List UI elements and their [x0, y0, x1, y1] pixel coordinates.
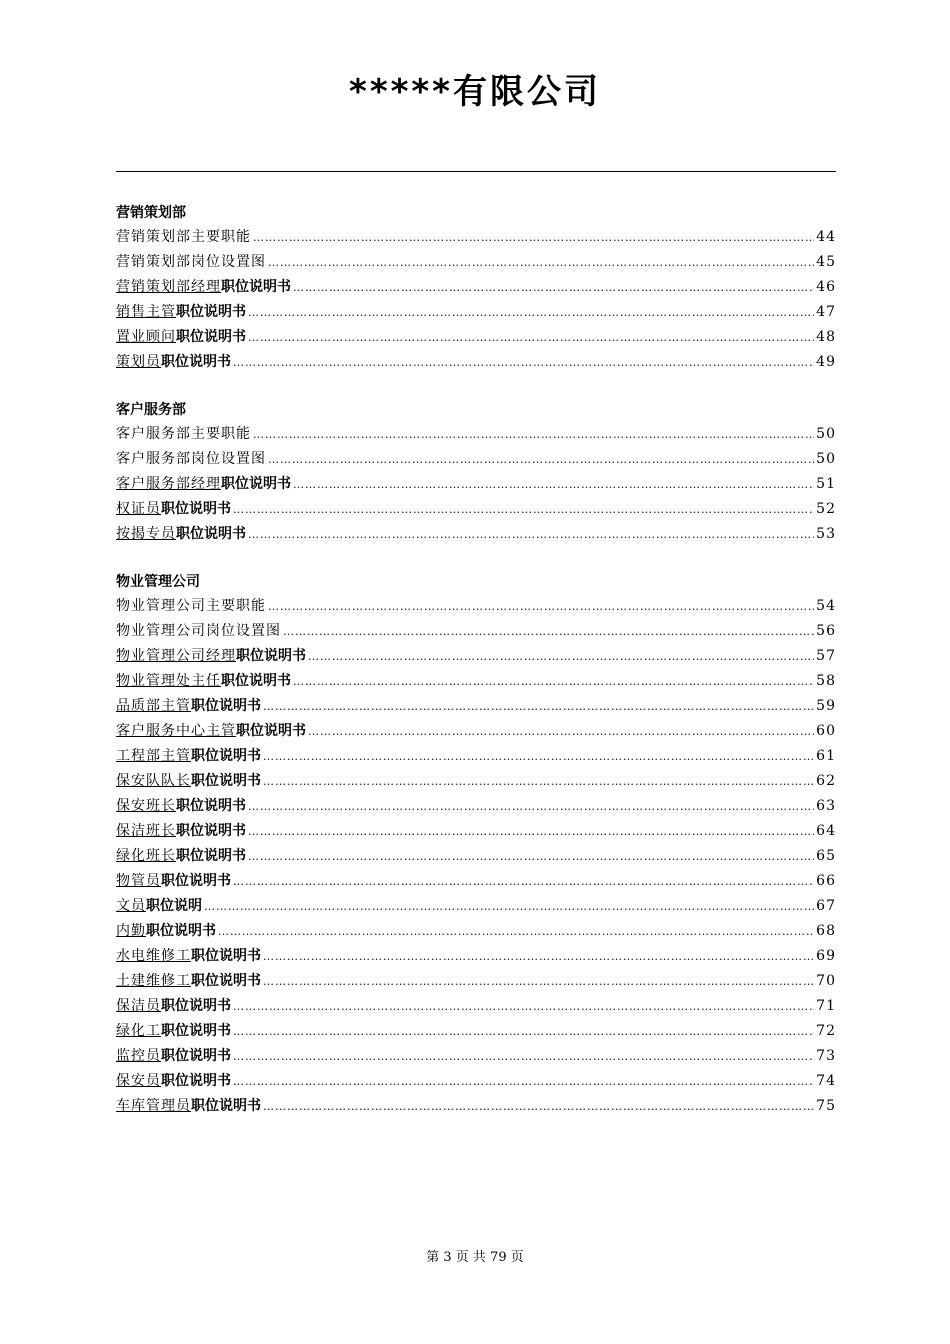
page-number: 75 [816, 1098, 836, 1114]
toc-entry-suffix: 职位说明书 [236, 723, 306, 739]
page-number: 51 [816, 476, 836, 492]
page-number: 73 [816, 1048, 836, 1064]
toc-entry-link[interactable]: 绿化工 [116, 1023, 161, 1039]
toc-entry-link[interactable]: 工程部主管 [116, 748, 191, 764]
dot-leader [268, 447, 814, 472]
toc-entry-label [116, 522, 246, 547]
dot-leader [218, 919, 814, 944]
toc-entry-label [116, 1094, 261, 1119]
toc-entry-link[interactable]: 文员 [116, 898, 146, 914]
toc-entry-link[interactable]: 策划员 [116, 354, 161, 370]
toc-entry-label [116, 275, 291, 300]
toc-entry-link[interactable]: 监控员 [116, 1048, 161, 1064]
toc-entry[interactable] [116, 794, 836, 819]
toc-entry[interactable] [116, 497, 836, 522]
dot-leader [248, 794, 814, 819]
section-heading: 客户服务部 [116, 402, 186, 418]
page-number: 48 [816, 329, 836, 345]
toc-entry[interactable] [116, 1044, 836, 1069]
toc-entry-link[interactable]: 保洁班长 [116, 823, 176, 839]
toc-entry[interactable] [116, 447, 836, 472]
toc-entry-suffix: 职位说明书 [236, 648, 306, 664]
table-of-contents [116, 200, 836, 1141]
toc-entry-link[interactable]: 保洁员 [116, 998, 161, 1014]
toc-entry[interactable] [116, 919, 836, 944]
toc-entry-link[interactable]: 品质部主管 [116, 698, 191, 714]
toc-entry-link[interactable]: 权证员 [116, 501, 161, 517]
page-number: 64 [816, 823, 836, 839]
page-number: 69 [816, 948, 836, 964]
dot-leader [263, 1094, 814, 1119]
section-heading: 营销策划部 [116, 205, 186, 221]
toc-entry-link[interactable]: 物管员 [116, 873, 161, 889]
toc-entry-label [116, 694, 261, 719]
toc-entry-label [116, 844, 246, 869]
toc-entry-suffix: 职位说明书 [176, 329, 246, 345]
page-number: 70 [816, 973, 836, 989]
toc-entry-label [116, 919, 216, 944]
toc-entry-link[interactable]: 客户服务部经理 [116, 476, 221, 492]
toc-entry-label [116, 350, 231, 375]
dot-leader [263, 969, 814, 994]
page-number: 61 [816, 748, 836, 764]
page-number: 57 [816, 648, 836, 664]
toc-entry[interactable] [116, 694, 836, 719]
toc-entry-label [116, 447, 266, 472]
toc-entry-label [116, 744, 261, 769]
toc-entry-suffix: 职位说明书 [191, 973, 261, 989]
dot-leader [253, 225, 814, 250]
toc-entry-suffix: 职位说明书 [191, 948, 261, 964]
toc-entry[interactable] [116, 225, 836, 250]
toc-entry-label [116, 669, 291, 694]
toc-entry-label [116, 794, 246, 819]
page-number: 63 [816, 798, 836, 814]
dot-leader [248, 522, 814, 547]
dot-leader [248, 819, 814, 844]
dot-leader [308, 719, 814, 744]
toc-entry-label [116, 1044, 231, 1069]
toc-entry-suffix: 职位说明 [146, 898, 202, 914]
toc-entry-label [116, 719, 306, 744]
toc-entry[interactable] [116, 325, 836, 350]
toc-entry-suffix: 职位说明书 [221, 673, 291, 689]
dot-leader [248, 300, 814, 325]
dot-leader [233, 869, 814, 894]
page-number: 66 [816, 873, 836, 889]
page-number: 56 [816, 623, 836, 639]
dot-leader [268, 594, 814, 619]
toc-entry[interactable] [116, 769, 836, 794]
dot-leader [248, 325, 814, 350]
toc-entry-link[interactable]: 水电维修工 [116, 948, 191, 964]
page-number: 58 [816, 673, 836, 689]
toc-entry-text: 客户服务部主要职能 [116, 426, 251, 442]
page-number: 50 [816, 451, 836, 467]
toc-entry-suffix: 职位说明书 [191, 748, 261, 764]
toc-entry-suffix: 职位说明书 [176, 526, 246, 542]
toc-entry-label [116, 1019, 231, 1044]
toc-entry-suffix: 职位说明书 [176, 304, 246, 320]
toc-section [116, 200, 836, 375]
toc-entry-label [116, 994, 231, 1019]
toc-entry[interactable] [116, 250, 836, 275]
toc-entry-suffix: 职位说明书 [161, 1048, 231, 1064]
toc-entry-suffix: 职位说明书 [161, 1023, 231, 1039]
toc-entry-link[interactable]: 保安班长 [116, 798, 176, 814]
toc-entry-label [116, 769, 261, 794]
toc-entry-suffix: 职位说明书 [161, 998, 231, 1014]
toc-entry-label [116, 300, 246, 325]
toc-entry-link[interactable]: 客户服务中心主管 [116, 723, 236, 739]
dot-leader [233, 994, 814, 1019]
toc-entry[interactable] [116, 472, 836, 497]
toc-entry-suffix: 职位说明书 [221, 279, 291, 295]
dot-leader [268, 250, 814, 275]
dot-leader [233, 1019, 814, 1044]
dot-leader [233, 1044, 814, 1069]
toc-entry-label [116, 422, 251, 447]
dot-leader [283, 619, 814, 644]
toc-entry-link[interactable]: 置业顾问 [116, 329, 176, 345]
dot-leader [253, 422, 814, 447]
toc-entry[interactable] [116, 1094, 836, 1119]
toc-entry-label [116, 1069, 231, 1094]
toc-entry-label [116, 869, 231, 894]
toc-entry-label [116, 969, 261, 994]
toc-entry-text: 营销策划部岗位设置图 [116, 254, 266, 270]
page-number: 53 [816, 526, 836, 542]
toc-entry[interactable] [116, 669, 836, 694]
section-heading: 物业管理公司 [116, 574, 200, 590]
toc-entry[interactable] [116, 994, 836, 1019]
dot-leader [263, 944, 814, 969]
toc-entry-label [116, 644, 306, 669]
page-number: 62 [816, 773, 836, 789]
toc-entry-label [116, 497, 231, 522]
toc-entry[interactable] [116, 844, 836, 869]
toc-entry[interactable] [116, 644, 836, 669]
toc-entry[interactable] [116, 744, 836, 769]
page-number: 60 [816, 723, 836, 739]
toc-entry-text: 营销策划部主要职能 [116, 229, 251, 245]
dot-leader [263, 694, 814, 719]
toc-entry-link[interactable]: 销售主管 [116, 304, 176, 320]
page-number: 71 [816, 998, 836, 1014]
toc-entry-suffix: 职位说明书 [221, 476, 291, 492]
toc-entry-suffix: 职位说明书 [176, 848, 246, 864]
toc-entry-suffix: 职位说明书 [176, 823, 246, 839]
toc-entry[interactable] [116, 300, 836, 325]
toc-section [116, 569, 836, 1119]
toc-entry-suffix: 职位说明书 [161, 354, 231, 370]
toc-entry-link[interactable]: 保安队队长 [116, 773, 191, 789]
toc-entry-link[interactable]: 车库管理员 [116, 1098, 191, 1114]
toc-entry[interactable] [116, 619, 836, 644]
toc-entry-label [116, 819, 246, 844]
page-number: 59 [816, 698, 836, 714]
toc-entry-link[interactable]: 保安员 [116, 1073, 161, 1089]
toc-entry-text: 物业管理公司主要职能 [116, 598, 266, 614]
page-number: 49 [816, 354, 836, 370]
dot-leader [248, 844, 814, 869]
dot-leader [293, 472, 814, 497]
page-number: 44 [816, 229, 836, 245]
toc-entry[interactable] [116, 275, 836, 300]
toc-entry-label [116, 225, 251, 250]
toc-entry-link[interactable]: 营销策划部经理 [116, 279, 221, 295]
toc-entry-label [116, 325, 246, 350]
page-number: 46 [816, 279, 836, 295]
page-number: 68 [816, 923, 836, 939]
dot-leader [308, 644, 814, 669]
toc-entry-suffix: 职位说明书 [191, 1098, 261, 1114]
dot-leader [204, 894, 814, 919]
document-title: *****有限公司 [349, 72, 601, 112]
toc-entry[interactable] [116, 869, 836, 894]
toc-entry[interactable] [116, 1069, 836, 1094]
toc-entry[interactable] [116, 594, 836, 619]
dot-leader [233, 497, 814, 522]
toc-entry[interactable] [116, 1019, 836, 1044]
toc-entry-suffix: 职位说明书 [161, 1073, 231, 1089]
page-footer: 第 3 页 共 79 页 [426, 1250, 524, 1265]
page-number: 67 [816, 898, 836, 914]
toc-entry[interactable] [116, 819, 836, 844]
toc-entry-suffix: 职位说明书 [191, 698, 261, 714]
toc-section [116, 397, 836, 547]
dot-leader [263, 769, 814, 794]
toc-entry-link[interactable]: 按揭专员 [116, 526, 176, 542]
toc-entry[interactable] [116, 422, 836, 447]
toc-entry-text: 客户服务部岗位设置图 [116, 451, 266, 467]
toc-entry-link[interactable]: 物业管理公司经理 [116, 648, 236, 664]
dot-leader [233, 350, 814, 375]
page-number: 72 [816, 1023, 836, 1039]
toc-entry-text: 物业管理公司岗位设置图 [116, 623, 281, 639]
dot-leader [293, 275, 814, 300]
toc-entry-suffix: 职位说明书 [161, 873, 231, 889]
page-number: 65 [816, 848, 836, 864]
dot-leader [263, 744, 814, 769]
header-rule [116, 171, 836, 172]
toc-entry-suffix: 职位说明书 [161, 501, 231, 517]
page-number: 45 [816, 254, 836, 270]
toc-entry[interactable] [116, 894, 836, 919]
toc-entry[interactable] [116, 350, 836, 375]
dot-leader [293, 669, 814, 694]
toc-entry[interactable] [116, 719, 836, 744]
toc-entry-label [116, 894, 202, 919]
toc-entry-link[interactable]: 绿化班长 [116, 848, 176, 864]
toc-entry[interactable] [116, 969, 836, 994]
toc-entry-label [116, 472, 291, 497]
toc-entry-link[interactable]: 物业管理处主任 [116, 673, 221, 689]
toc-entry-label [116, 619, 281, 644]
page-number: 50 [816, 426, 836, 442]
toc-entry-suffix: 职位说明书 [176, 798, 246, 814]
page-number: 54 [816, 598, 836, 614]
page-number: 74 [816, 1073, 836, 1089]
toc-entry-label [116, 944, 261, 969]
toc-entry-link[interactable]: 土建维修工 [116, 973, 191, 989]
dot-leader [233, 1069, 814, 1094]
toc-entry-link[interactable]: 内勤 [116, 923, 146, 939]
toc-entry[interactable] [116, 522, 836, 547]
page-number: 52 [816, 501, 836, 517]
toc-entry-suffix: 职位说明书 [146, 923, 216, 939]
page-number: 47 [816, 304, 836, 320]
toc-entry[interactable] [116, 944, 836, 969]
toc-entry-suffix: 职位说明书 [191, 773, 261, 789]
toc-entry-label [116, 250, 266, 275]
toc-entry-label [116, 594, 266, 619]
